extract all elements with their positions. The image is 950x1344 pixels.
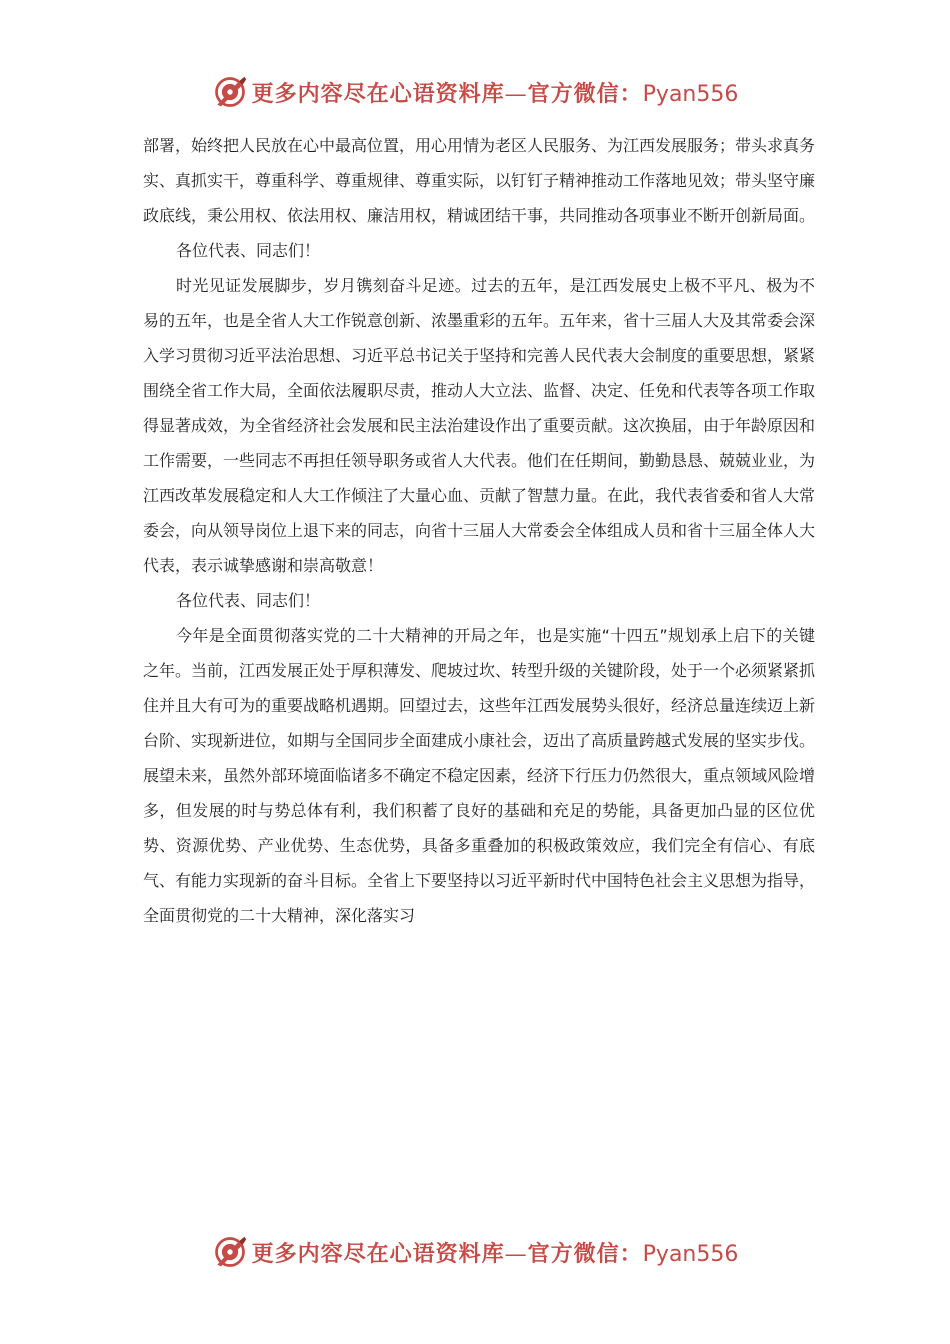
- paragraph: 今年是全面贯彻落实党的二十大精神的开局之年，也是实施“十四五”规划承上启下的关键之年。当前，江西发展正处于厚积薄发、爬坡过坎、转型升级的关键阶段，处于一个必须紧紧抓住并且大有可为的重要战略机遇期。回望过去，这些年江西发展势头很好，经济总量连续迈上新台阶、实现新进位，如期与全国同步全面建成小康社会，迈出了高质量跨越式发展的坚实步伐。展望未来，虽然外部环境面临诸多不确定不稳定因素，经济下行压力仍然很大，重点领域风险增多，但发展的时与势总体有利，我们积蓄了良好的基础和充足的势能，具备更加凸显的区位优势、资源优势、产业优势、生态优势，具备多重叠加的积极政策效应，我们完全有信心、有底气、有能力实现新的奋斗目标。全省上下要坚持以习近平新时代中国特色社会主义思想为指导，全面贯彻党的二十大精神，深化落实习: [143, 626, 816, 925]
- paragraph-continuation: 部署，始终把人民放在心中最高位置，用心用情为老区人民服务、为江西发展服务；带头求真务实、真抓实干，尊重科学、尊重规律、尊重实际，以钉钉子精神推动工作落地见效；带头坚守廉政底线，秉公用权、依法用权、廉洁用权，精诚团结干事，共同推动各项事业不断开创新局面。: [143, 136, 816, 225]
- paragraph-salutation: 各位代表、同志们！: [176, 241, 321, 260]
- pen-logo-icon: [212, 1234, 248, 1270]
- banner-separator: —: [504, 81, 528, 107]
- banner-wechat-id: Pyan556: [642, 81, 739, 107]
- document-body: [143, 128, 815, 933]
- banner-separator: —: [504, 1241, 528, 1267]
- pen-logo-icon: [212, 74, 248, 110]
- banner-label: 官方微信：: [527, 1240, 643, 1267]
- paragraph-salutation: 各位代表、同志们！: [176, 591, 321, 610]
- banner-text: [252, 1237, 739, 1268]
- banner-slogan: 更多内容尽在心语资料库: [251, 80, 505, 107]
- paragraph: 时光见证发展脚步，岁月镌刻奋斗足迹。过去的五年，是江西发展史上极不平凡、极为不易的五年，也是全省人大工作锐意创新、浓墨重彩的五年。五年来，省十三届人大及其常委会深入学习贯彻习近平法治思想、习近平总书记关于坚持和完善人民代表大会制度的重要思想，紧紧围绕全省工作大局，全面依法履职尽责，推动人大立法、监督、决定、任免和代表等各项工作取得显著成效，为全省经济社会发展和民主法治建设作出了重要贡献。这次换届，由于年龄原因和工作需要，一些同志不再担任领导职务或省人大代表。他们在任期间，勤勤恳恳、兢兢业业，为江西改革发展稳定和人大工作倾注了大量心血、贡献了智慧力量。在此，我代表省委和省人大常委会，向从领导岗位上退下来的同志，向省十三届人大常委会全体组成人员和省十三届全体人大代表，表示诚挚感谢和崇高敬意！: [143, 276, 816, 575]
- banner-label: 官方微信：: [527, 80, 643, 107]
- banner-wechat-id: Pyan556: [642, 1241, 739, 1267]
- header-banner: [0, 70, 950, 114]
- banner-slogan: 更多内容尽在心语资料库: [251, 1240, 505, 1267]
- footer-banner: [0, 1230, 950, 1274]
- banner-text: [252, 77, 739, 108]
